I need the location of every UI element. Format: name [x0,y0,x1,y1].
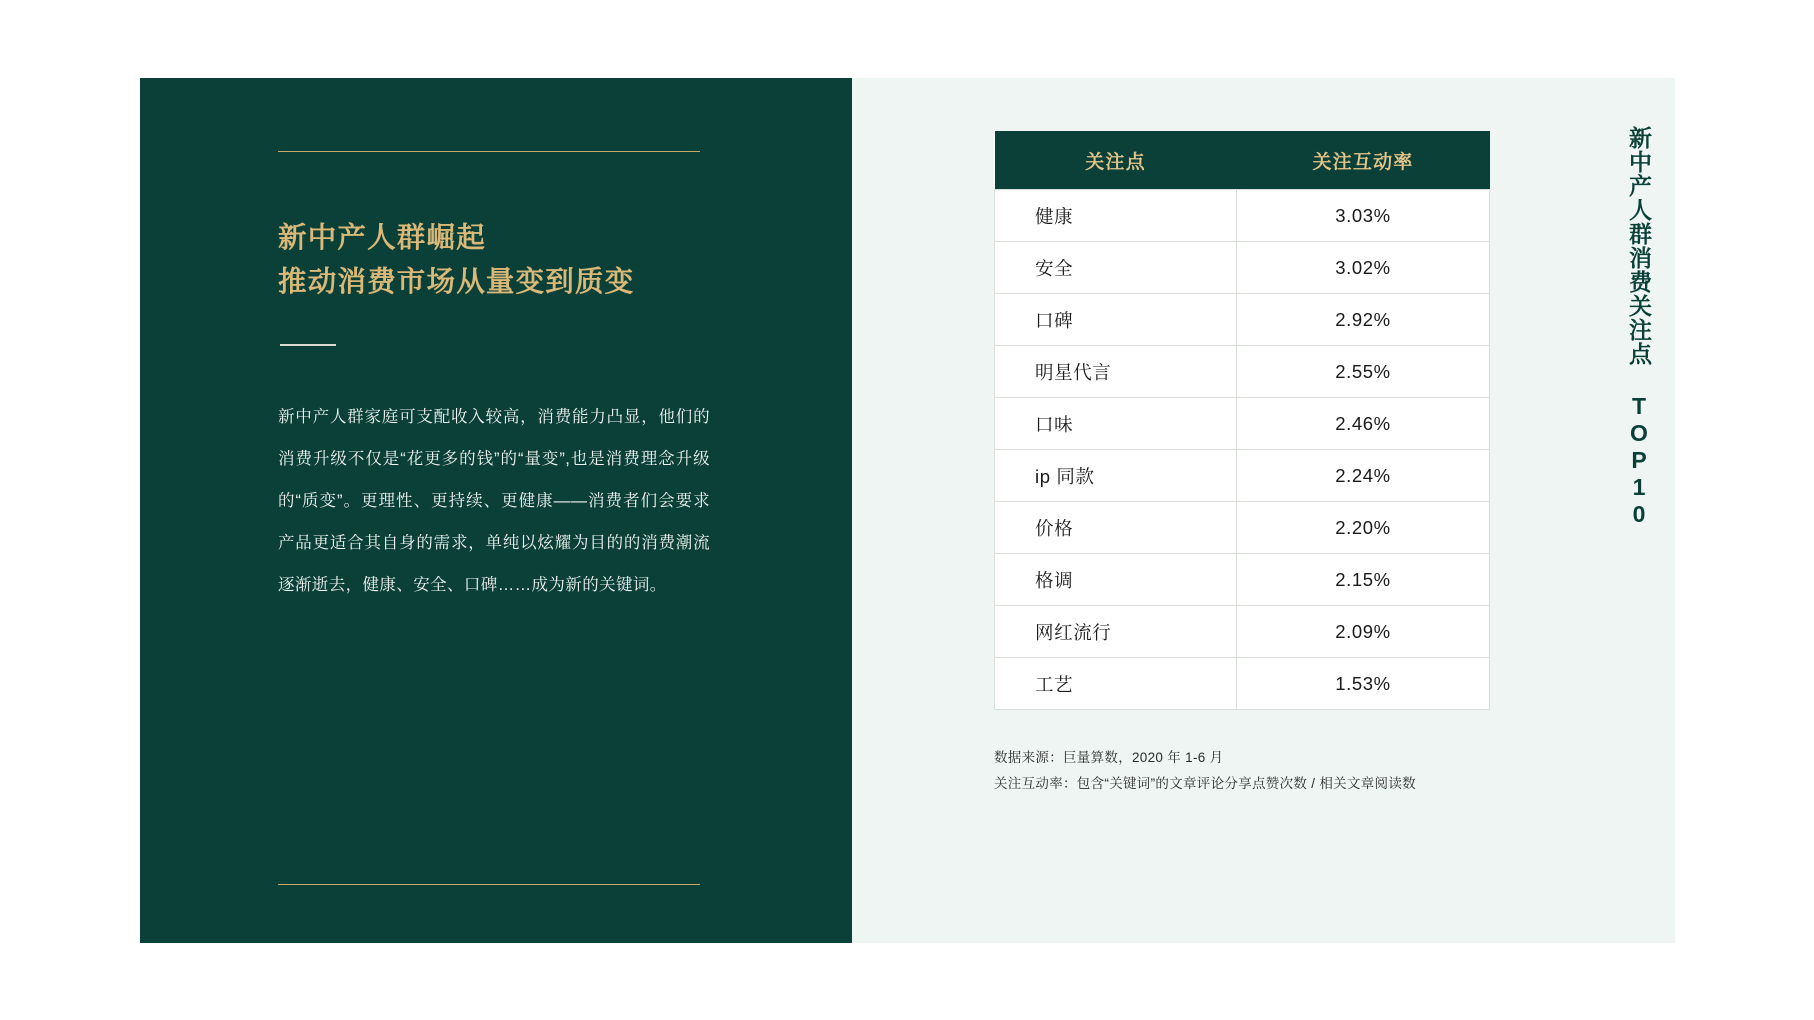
cell-value: 2.15% [1237,554,1490,606]
footnote-metric: 关注互动率：包含“关键词”的文章评论分享点赞次数 / 相关文章阅读数 [994,776,1416,792]
page-title [278,216,738,304]
column-header-rate: 关注互动率 [1237,131,1490,190]
cell-value: 1.53% [1237,658,1490,710]
body-paragraph: 新中产人群家庭可支配收入较高，消费能力凸显，他们的消费升级不仅是“花更多的钱”的“量变”,也是消费理念升级的“质变”。更理性、更持续、更健康——消费者们会要求产品更适合其自身的需求，单纯以炫耀为目的的消费潮流逐渐逝去，健康、安全、口碑……成为新的关键词。 [278,408,710,595]
column-header-focus: 关注点 [995,131,1237,190]
table-row [995,398,1490,450]
cell-label: 口味 [995,398,1237,450]
table-row [995,242,1490,294]
cell-value: 3.03% [1237,190,1490,242]
footnotes [994,745,1416,798]
bottom-divider [278,884,700,885]
cell-label: 格调 [995,554,1237,606]
left-panel [140,78,852,943]
footnote-source: 数据来源：巨量算数，2020 年 1-6 月 [994,750,1224,765]
table-row [995,658,1490,710]
table-row [995,450,1490,502]
cell-label: ip 同款 [995,450,1237,502]
cell-value: 2.46% [1237,398,1490,450]
cell-value: 2.09% [1237,606,1490,658]
cell-value: 2.55% [1237,346,1490,398]
table-container [994,131,1490,710]
cell-label: 网红流行 [995,606,1237,658]
table-row [995,346,1490,398]
cell-value: 2.92% [1237,294,1490,346]
table-row [995,502,1490,554]
cell-label: 口碑 [995,294,1237,346]
title-underline [280,344,336,346]
top-divider [278,151,700,152]
table-row [995,190,1490,242]
cell-value: 2.24% [1237,450,1490,502]
headline-line-2: 推动消费市场从量变到质变 [278,266,635,299]
table-row [995,606,1490,658]
slide [140,78,1675,943]
cell-label: 工艺 [995,658,1237,710]
focus-points-table [994,131,1490,710]
headline-line-1: 新中产人群崛起 [278,222,486,254]
cell-label: 安全 [995,242,1237,294]
section-title-vertical: 新中产人群消费关注点 TOP10 [1626,126,1652,528]
table-row [995,294,1490,346]
cell-label: 健康 [995,190,1237,242]
right-panel [852,78,1675,943]
table-row [995,554,1490,606]
table-header-row [995,131,1490,190]
cell-label: 明星代言 [995,346,1237,398]
cell-label: 价格 [995,502,1237,554]
cell-value: 2.20% [1237,502,1490,554]
cell-value: 3.02% [1237,242,1490,294]
